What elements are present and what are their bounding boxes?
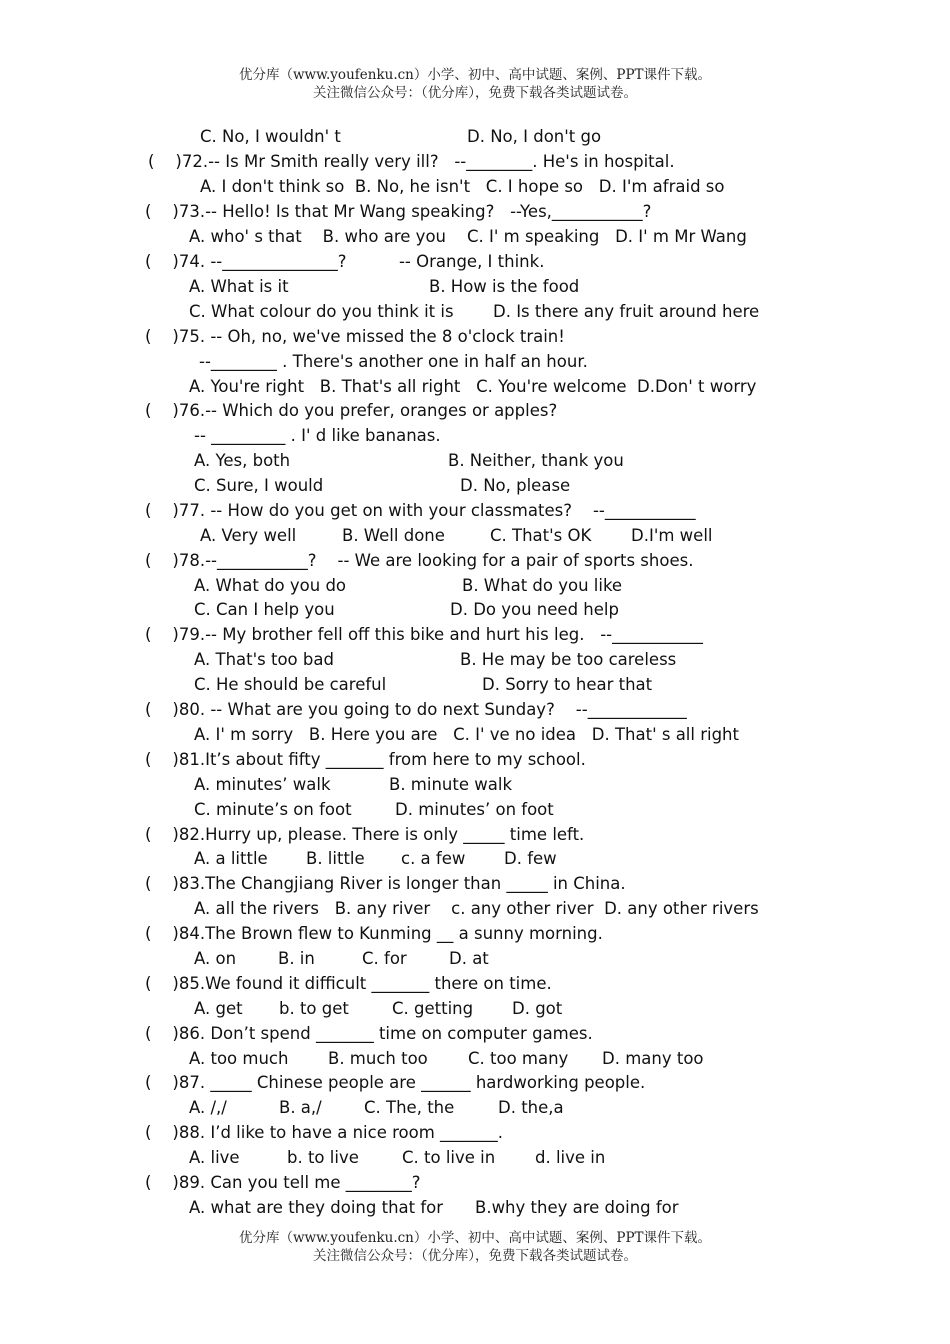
q87-option-b: B. a,/ (279, 1098, 322, 1117)
header-line-2: 关注微信公众号：（优分库），免费下载各类试题试卷。 (313, 85, 637, 101)
q82-option-d: D. few (504, 849, 557, 868)
q86-stem: ( )86. Don’t spend _______ time on computer games. (145, 1024, 593, 1043)
q76-stem-reply: -- _________ . I' d like bananas. (194, 426, 441, 445)
q88-stem: ( )88. I’d like to have a nice room _______. (145, 1123, 504, 1142)
q77-option-a: A. Very well (200, 526, 297, 545)
q86-option-b: B. much too (328, 1049, 428, 1068)
q74-option-a: A. What is it (189, 277, 289, 296)
q78-option-b: B. What do you like (462, 576, 623, 595)
q81-stem: ( )81.It’s about fifty _______ from here to my school. (145, 750, 586, 769)
q76-option-d: D. No, please (460, 476, 571, 495)
q78-option-a: A. What do you do (194, 576, 347, 595)
q85-option-a: A. get (194, 999, 243, 1018)
q81-option-b: B. minute walk (389, 775, 512, 794)
q84-option-c: C. for (362, 949, 407, 968)
q87-option-d: D. the,a (498, 1098, 564, 1117)
q89-stem: ( )89. Can you tell me ________? (145, 1173, 421, 1192)
q84-option-a: A. on (194, 949, 237, 968)
q80-stem: ( )80. -- What are you going to do next Sunday? --____________ (145, 700, 687, 719)
q84-option-d: D. at (449, 949, 489, 968)
q87-option-a: A. /,/ (189, 1098, 227, 1117)
q79-option-d: D. Sorry to hear that (482, 675, 653, 694)
q77-stem: ( )77. -- How do you get on with your classmates? --___________ (145, 501, 696, 520)
q75-stem-reply: --________ . There's another one in half an hour. (199, 352, 588, 371)
q72-stem: ( )72.-- Is Mr Smith really very ill? --________. He's in hospital. (148, 152, 675, 171)
q82-option-c: c. a few (401, 849, 466, 868)
q73-stem: ( )73.-- Hello! Is that Mr Wang speaking? --Yes,___________? (145, 202, 652, 221)
footer-line-2: 关注微信公众号：（优分库），免费下载各类试题试卷。 (313, 1248, 637, 1264)
q71-option-d: D. No, I don't go (467, 127, 602, 146)
q89-option-a: A. what are they doing that for (189, 1198, 444, 1217)
q79-stem: ( )79.-- My brother fell off this bike and hurt his leg. --___________ (145, 625, 703, 644)
q74-stem: ( )74. --______________? -- Orange, I think. (145, 252, 545, 271)
q78-option-c: C. Can I help you (194, 600, 335, 619)
q78-stem: ( )78.--___________? -- We are looking for a pair of sports shoes. (145, 551, 694, 570)
q78-option-d: D. Do you need help (450, 600, 619, 619)
q89-option-b: B.why they are doing for (475, 1198, 679, 1217)
q86-option-c: C. too many (468, 1049, 569, 1068)
q74-option-c: C. What colour do you think it is (189, 302, 454, 321)
q75-stem: ( )75. -- Oh, no, we've missed the 8 o'clock train! (145, 327, 565, 346)
q82-option-a: A. a little (194, 849, 268, 868)
q75-options: A. You're right B. That's all right C. You're welcome D.Don' t worry (189, 377, 757, 396)
q86-option-a: A. too much (189, 1049, 289, 1068)
q87-stem: ( )87. _____ Chinese people are ______ hardworking people. (145, 1073, 646, 1092)
q76-option-c: C. Sure, I would (194, 476, 324, 495)
q88-option-d: d. live in (535, 1148, 606, 1167)
q72-options: A. I don't think so B. No, he isn't C. I hope so D. I'm afraid so (200, 177, 725, 196)
q82-stem: ( )82.Hurry up, please. There is only _____ time left. (145, 825, 585, 844)
q88-option-a: A. live (189, 1148, 240, 1167)
q83-options: A. all the rivers B. any river c. any other river D. any other rivers (194, 899, 759, 918)
q81-option-d: D. minutes’ on foot (395, 800, 554, 819)
q88-option-b: b. to live (287, 1148, 359, 1167)
q74-option-d: D. Is there any fruit around here (493, 302, 760, 321)
q77-option-c: C. That's OK (490, 526, 592, 545)
q87-option-c: C. The, the (364, 1098, 455, 1117)
q88-option-c: C. to live in (402, 1148, 496, 1167)
q77-option-d: D.I'm well (631, 526, 713, 545)
q77-option-b: B. Well done (342, 526, 445, 545)
q85-stem: ( )85.We found it difficult _______ there on time. (145, 974, 552, 993)
q79-option-c: C. He should be careful (194, 675, 387, 694)
q80-options: A. I' m sorry B. Here you are C. I' ve no idea D. That' s all right (194, 725, 739, 744)
q85-option-c: C. getting (392, 999, 474, 1018)
q83-stem: ( )83.The Changjiang River is longer than _____ in China. (145, 874, 626, 893)
q79-option-b: B. He may be too careless (460, 650, 677, 669)
q81-option-a: A. minutes’ walk (194, 775, 331, 794)
q76-stem: ( )76.-- Which do you prefer, oranges or apples? (145, 401, 558, 420)
q76-option-a: A. Yes, both (194, 451, 291, 470)
q85-option-b: b. to get (279, 999, 349, 1018)
q79-option-a: A. That's too bad (194, 650, 334, 669)
q71-option-c: C. No, I wouldn' t (200, 127, 341, 146)
header-line-1: 优分库（www.youfenku.cn）小学、初中、高中试题、案例、PPT课件下载。 (238, 67, 712, 83)
q84-option-b: B. in (278, 949, 315, 968)
q84-stem: ( )84.The Brown flew to Kunming __ a sunny morning. (145, 924, 603, 943)
q74-option-b: B. How is the food (429, 277, 580, 296)
q81-option-c: C. minute’s on foot (194, 800, 352, 819)
q76-option-b: B. Neither, thank you (448, 451, 624, 470)
footer-line-1: 优分库（www.youfenku.cn）小学、初中、高中试题、案例、PPT课件下载。 (238, 1230, 712, 1246)
q85-option-d: D. got (512, 999, 563, 1018)
page-footer (0, 1229, 950, 1265)
q82-option-b: B. little (306, 849, 365, 868)
q86-option-d: D. many too (602, 1049, 704, 1068)
q73-options: A. who' s that B. who are you C. I' m speaking D. I' m Mr Wang (189, 227, 747, 246)
page-header (0, 66, 950, 102)
